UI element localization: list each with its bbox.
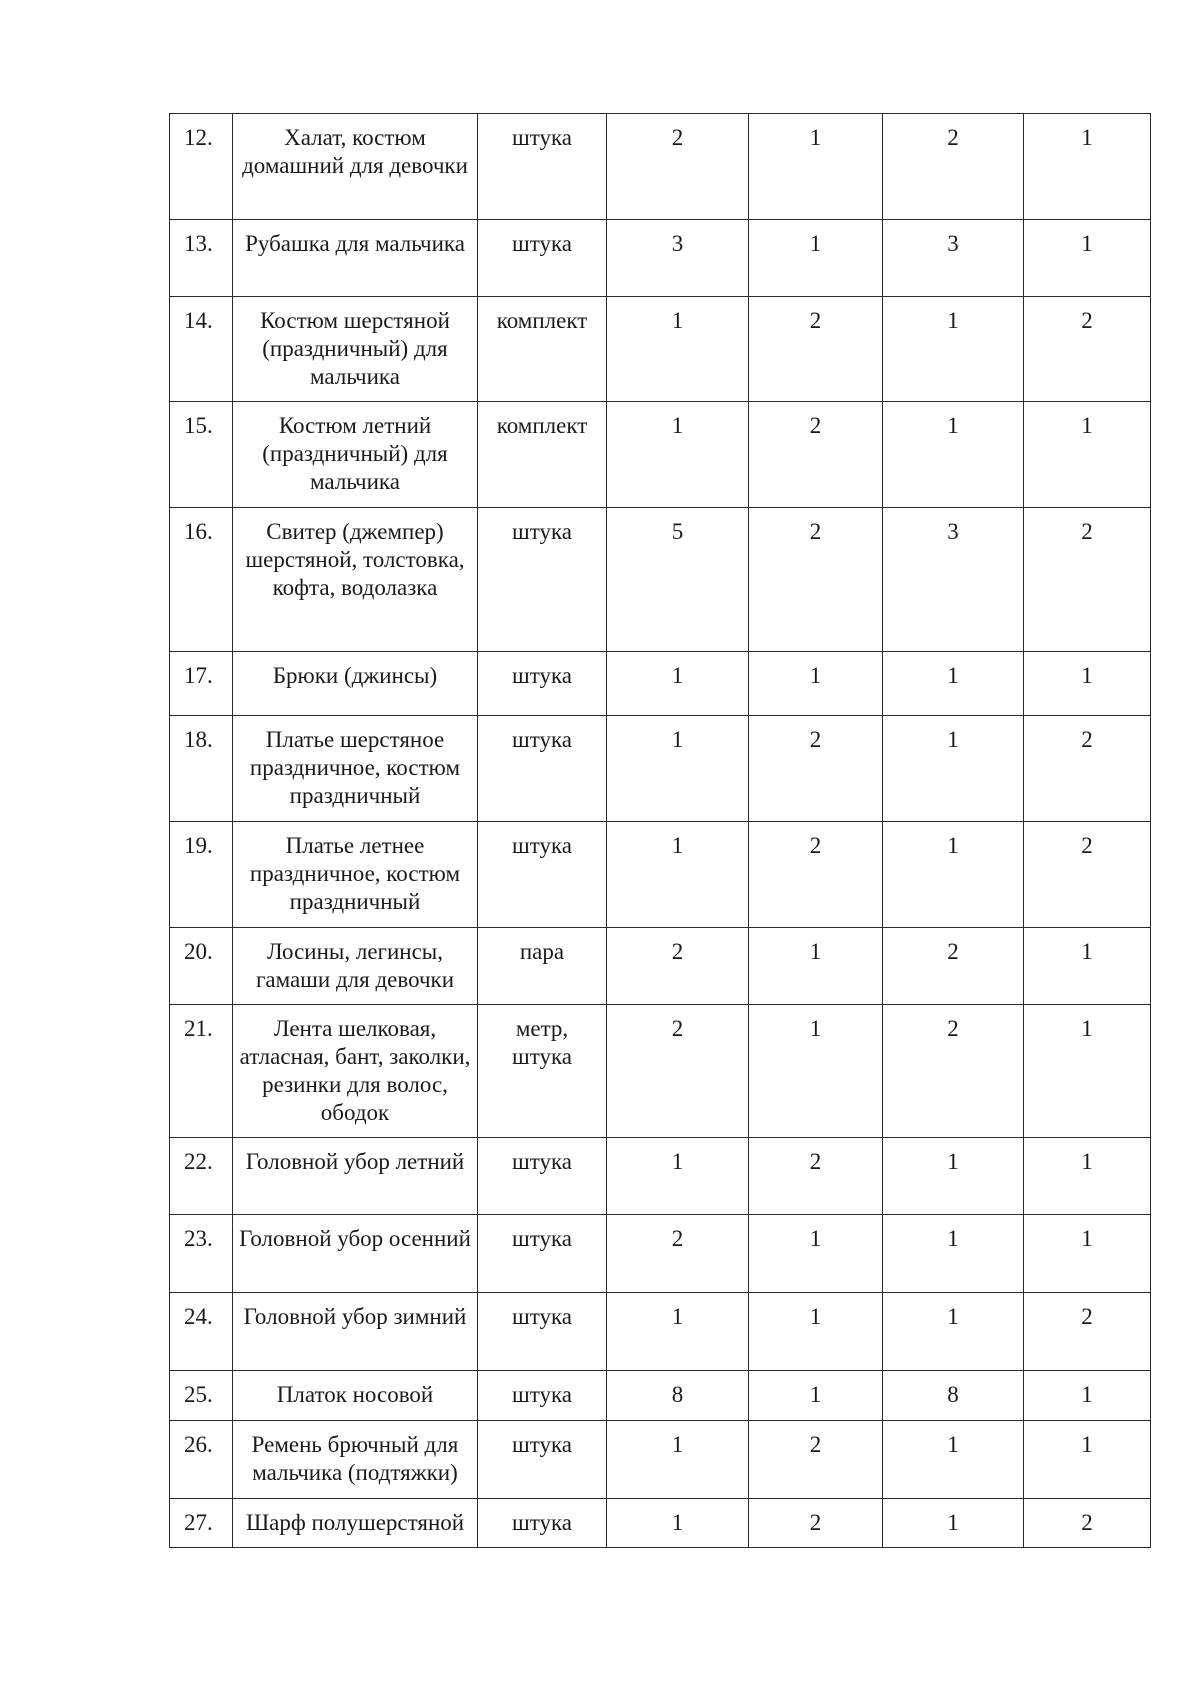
- quantity-col-4: 2: [1024, 716, 1151, 822]
- item-name: Платье шерстяное праздничное, костюм праздничный: [233, 716, 478, 822]
- quantity-col-2: 1: [749, 928, 883, 1005]
- quantity-col-2: 2: [749, 1138, 883, 1215]
- quantity-col-2: 2: [749, 297, 883, 402]
- item-unit: пара: [478, 928, 607, 1005]
- quantity-col-4: 2: [1024, 508, 1151, 652]
- quantity-col-2: 1: [749, 1005, 883, 1138]
- item-unit: штука: [478, 220, 607, 297]
- row-number: 24.: [170, 1293, 233, 1371]
- quantity-col-2: 1: [749, 1293, 883, 1371]
- item-unit: комплект: [478, 402, 607, 508]
- quantity-col-2: 2: [749, 508, 883, 652]
- row-number: 27.: [170, 1499, 233, 1548]
- quantity-col-2: 2: [749, 1499, 883, 1548]
- item-unit: штука: [478, 1499, 607, 1548]
- quantity-col-3: 1: [883, 402, 1024, 508]
- quantity-col-2: 2: [749, 402, 883, 508]
- quantity-col-1: 2: [607, 114, 749, 220]
- item-unit: штука: [478, 652, 607, 716]
- item-name: Рубашка для мальчика: [233, 220, 478, 297]
- quantity-col-3: 1: [883, 1421, 1024, 1499]
- item-name: Головной убор зимний: [233, 1293, 478, 1371]
- clothing-norms-table: [169, 113, 1151, 1548]
- quantity-col-4: 2: [1024, 822, 1151, 928]
- quantity-col-2: 1: [749, 1371, 883, 1421]
- quantity-col-3: 2: [883, 1005, 1024, 1138]
- quantity-col-2: 1: [749, 220, 883, 297]
- quantity-col-2: 1: [749, 1215, 883, 1293]
- row-number: 20.: [170, 928, 233, 1005]
- quantity-col-1: 1: [607, 716, 749, 822]
- quantity-col-3: 2: [883, 114, 1024, 220]
- quantity-col-2: 2: [749, 716, 883, 822]
- table-row: [170, 220, 1151, 297]
- quantity-col-4: 1: [1024, 928, 1151, 1005]
- table-row: [170, 1499, 1151, 1548]
- quantity-col-4: 1: [1024, 220, 1151, 297]
- row-number: 15.: [170, 402, 233, 508]
- row-number: 17.: [170, 652, 233, 716]
- item-unit: штука: [478, 508, 607, 652]
- table-body: [170, 114, 1151, 1548]
- item-unit: метр, штука: [478, 1005, 607, 1138]
- quantity-col-1: 3: [607, 220, 749, 297]
- quantity-col-4: 1: [1024, 1215, 1151, 1293]
- row-number: 22.: [170, 1138, 233, 1215]
- item-unit: штука: [478, 1215, 607, 1293]
- table-row: [170, 1421, 1151, 1499]
- item-unit: штука: [478, 1293, 607, 1371]
- quantity-col-3: 1: [883, 1499, 1024, 1548]
- row-number: 26.: [170, 1421, 233, 1499]
- item-name: Шарф полушерстяной: [233, 1499, 478, 1548]
- row-number: 21.: [170, 1005, 233, 1138]
- table-row: [170, 716, 1151, 822]
- table-row: [170, 1138, 1151, 1215]
- item-name: Платок носовой: [233, 1371, 478, 1421]
- table-row: [170, 1215, 1151, 1293]
- item-name: Лосины, легинсы, гамаши для девочки: [233, 928, 478, 1005]
- quantity-col-4: 2: [1024, 297, 1151, 402]
- quantity-col-4: 1: [1024, 114, 1151, 220]
- item-name: Костюм летний (праздничный) для мальчика: [233, 402, 478, 508]
- item-unit: штука: [478, 1138, 607, 1215]
- item-unit: комплект: [478, 297, 607, 402]
- item-name: Халат, костюм домашний для девочки: [233, 114, 478, 220]
- item-unit: штука: [478, 822, 607, 928]
- quantity-col-4: 2: [1024, 1293, 1151, 1371]
- quantity-col-1: 1: [607, 1499, 749, 1548]
- quantity-col-3: 1: [883, 1138, 1024, 1215]
- table-row: [170, 652, 1151, 716]
- quantity-col-3: 3: [883, 220, 1024, 297]
- quantity-col-4: 1: [1024, 1005, 1151, 1138]
- quantity-col-4: 1: [1024, 652, 1151, 716]
- quantity-col-3: 1: [883, 822, 1024, 928]
- table-row: [170, 508, 1151, 652]
- quantity-col-2: 1: [749, 114, 883, 220]
- item-name: Костюм шерстяной (праздничный) для мальчика: [233, 297, 478, 402]
- table-row: [170, 114, 1151, 220]
- quantity-col-4: 2: [1024, 1499, 1151, 1548]
- item-name: Ремень брючный для мальчика (подтяжки): [233, 1421, 478, 1499]
- quantity-col-3: 1: [883, 297, 1024, 402]
- quantity-col-1: 1: [607, 402, 749, 508]
- quantity-col-3: 2: [883, 928, 1024, 1005]
- quantity-col-2: 1: [749, 652, 883, 716]
- quantity-col-1: 1: [607, 1421, 749, 1499]
- table-row: [170, 1293, 1151, 1371]
- table-row: [170, 1005, 1151, 1138]
- item-name: Головной убор осенний: [233, 1215, 478, 1293]
- row-number: 25.: [170, 1371, 233, 1421]
- item-name: Лента шелковая, атласная, бант, заколки, резинки для волос, ободок: [233, 1005, 478, 1138]
- item-name: Платье летнее праздничное, костюм праздничный: [233, 822, 478, 928]
- quantity-col-4: 1: [1024, 1421, 1151, 1499]
- row-number: 12.: [170, 114, 233, 220]
- item-unit: штука: [478, 716, 607, 822]
- quantity-col-1: 1: [607, 1138, 749, 1215]
- quantity-col-4: 1: [1024, 1371, 1151, 1421]
- table-row: [170, 1371, 1151, 1421]
- item-unit: штука: [478, 1371, 607, 1421]
- table-row: [170, 928, 1151, 1005]
- table-row: [170, 822, 1151, 928]
- row-number: 19.: [170, 822, 233, 928]
- quantity-col-1: 2: [607, 1005, 749, 1138]
- quantity-col-1: 1: [607, 822, 749, 928]
- quantity-col-1: 1: [607, 297, 749, 402]
- row-number: 13.: [170, 220, 233, 297]
- quantity-col-1: 8: [607, 1371, 749, 1421]
- item-unit: штука: [478, 1421, 607, 1499]
- item-unit: штука: [478, 114, 607, 220]
- table-row: [170, 297, 1151, 402]
- item-name: Свитер (джемпер) шерстяной, толстовка, кофта, водолазка: [233, 508, 478, 652]
- quantity-col-3: 1: [883, 716, 1024, 822]
- quantity-col-1: 1: [607, 652, 749, 716]
- quantity-col-3: 3: [883, 508, 1024, 652]
- quantity-col-3: 1: [883, 1215, 1024, 1293]
- quantity-col-2: 2: [749, 822, 883, 928]
- row-number: 23.: [170, 1215, 233, 1293]
- quantity-col-3: 8: [883, 1371, 1024, 1421]
- quantity-col-1: 2: [607, 928, 749, 1005]
- quantity-col-2: 2: [749, 1421, 883, 1499]
- item-name: Головной убор летний: [233, 1138, 478, 1215]
- quantity-col-4: 1: [1024, 1138, 1151, 1215]
- table-row: [170, 402, 1151, 508]
- row-number: 16.: [170, 508, 233, 652]
- row-number: 18.: [170, 716, 233, 822]
- quantity-col-3: 1: [883, 652, 1024, 716]
- row-number: 14.: [170, 297, 233, 402]
- quantity-col-3: 1: [883, 1293, 1024, 1371]
- item-name: Брюки (джинсы): [233, 652, 478, 716]
- quantity-col-1: 2: [607, 1215, 749, 1293]
- quantity-col-1: 1: [607, 1293, 749, 1371]
- quantity-col-4: 1: [1024, 402, 1151, 508]
- quantity-col-1: 5: [607, 508, 749, 652]
